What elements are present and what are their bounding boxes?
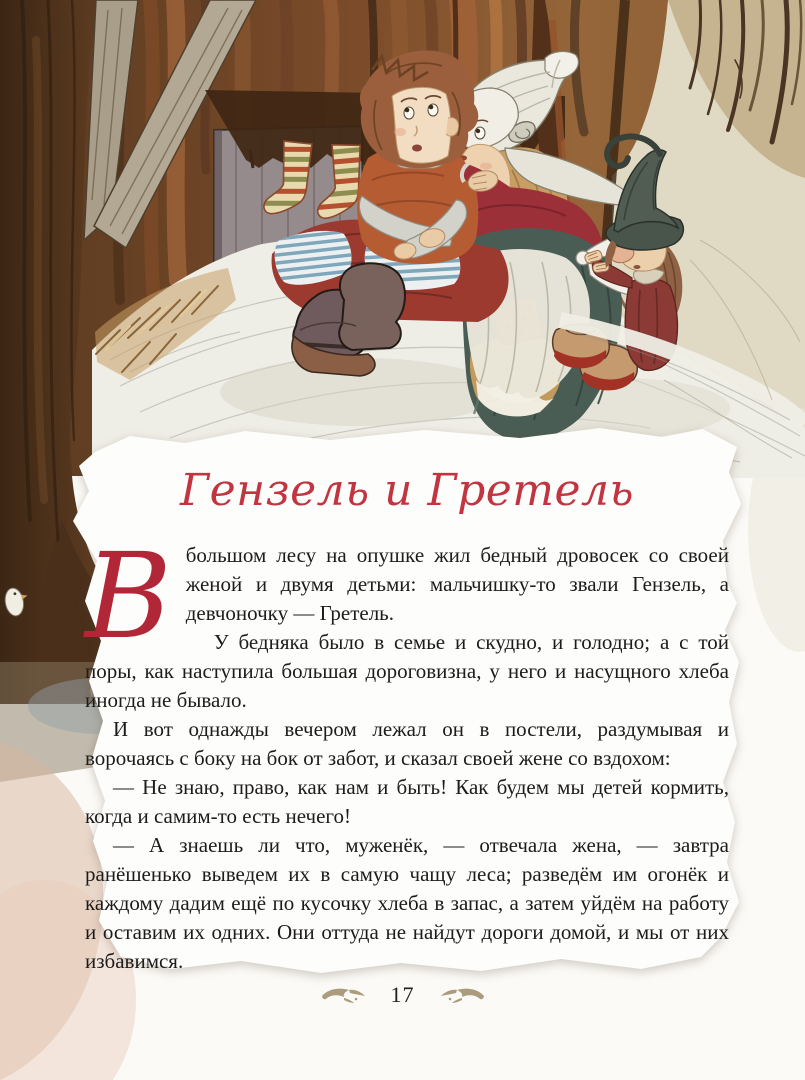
story-paragraph (85, 526, 729, 665)
paragraph-text: большом лесу на опушке жил бедный дровосек со своей женой и двумя детьми: мальчишку-то звали Гензель, а девчоночку — Гретель. (185, 542, 729, 625)
drop-cap: В (85, 526, 172, 665)
leaf-ornament-left-icon (321, 986, 367, 1004)
story-paragraph: — Не знаю, право, как нам и быть! Как будем мы детей кормить, когда и самим-то есть нечего! (85, 774, 729, 828)
story-text-block (85, 458, 729, 976)
story-paragraph: И вот однажды вечером лежал он в постели, раздумывая и ворочаясь с боку на бок от забот, и сказал своей жене со вздохом: (85, 716, 729, 770)
story-paragraph: У бедняка было в семье и скудно, и голодно; а с той поры, как наступила большая дороговизна, у него и насущного хлеба иногда не бывало. (85, 629, 729, 712)
story-title: Гензель и Гретель (179, 465, 635, 516)
page-footer (0, 982, 805, 1008)
story-paragraph: — А знаешь ли что, муженёк, — отвечала жена, — завтра ранёшенько выведем их в самую чащу леса; разведём им огонёк и каждому дадим ещё по кусочку хлеба в запас, а затем уйдём на работу и оставим их одних. Они оттуда не найдут дороги домой, и мы от них избавимся. (85, 832, 729, 973)
page-number: 17 (390, 982, 415, 1007)
leaf-ornament-right-icon (439, 986, 485, 1004)
